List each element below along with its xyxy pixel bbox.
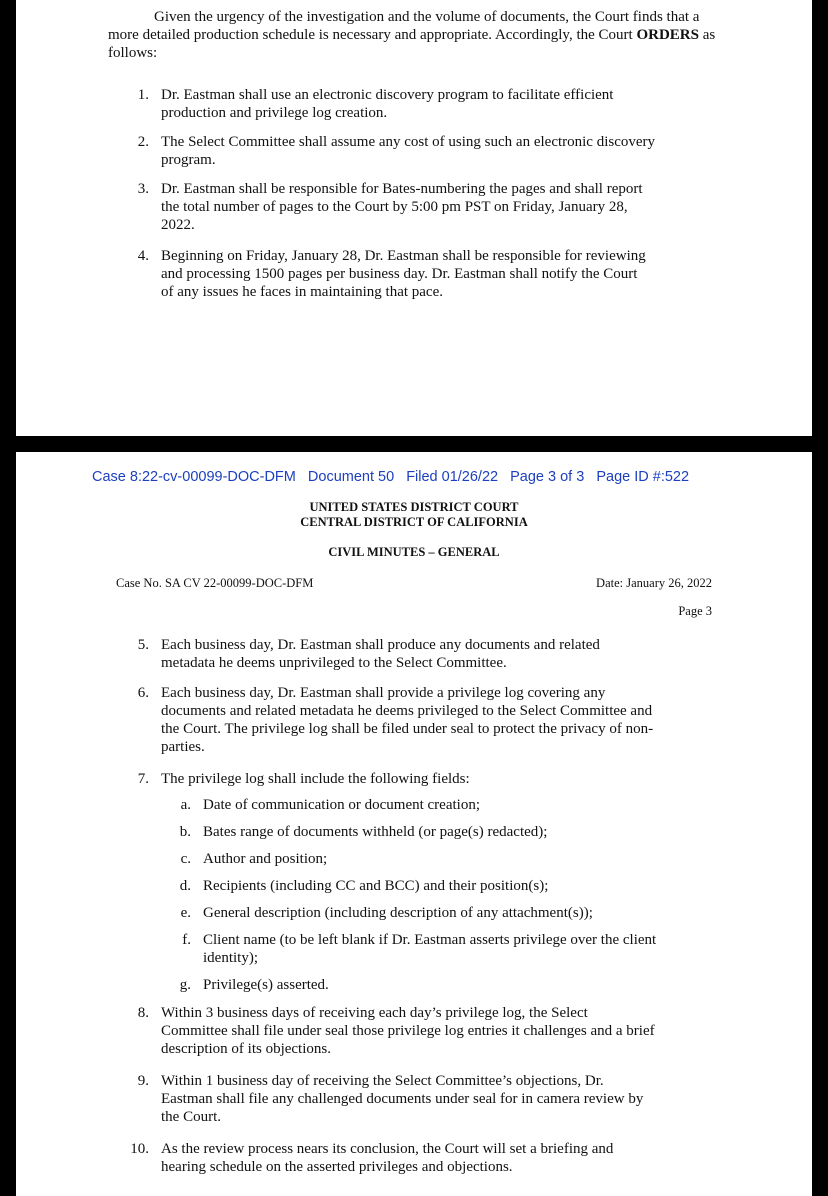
list-number: 4. — [137, 248, 149, 264]
filing-document-number: Document 50 — [307, 469, 395, 485]
minutes-title: CIVIL MINUTES – GENERAL — [328, 545, 500, 559]
intro-text-end: as follows: — [108, 27, 716, 61]
intro-text: Given the urgency of the investigation and the volume of documents, the Court finds that a more detailed production schedule is necessary and appropriate. Accordingly, the Court — [108, 9, 700, 43]
minutes-date: Date: January 26, 2022 — [596, 576, 712, 590]
page-number: Page 3 — [678, 604, 712, 618]
list-number: 2. — [137, 134, 149, 150]
intro-paragraph — [108, 8, 728, 62]
case-number: Case No. SA CV 22-00099-DOC-DFM — [116, 576, 314, 590]
list-number: 6. — [137, 685, 149, 701]
document-page-top: Given the urgency of the investigation and the volume of documents, the Court finds that a more detailed production schedule is necessary and appropriate. Accordingly, the Court ORDERS as follows: 1. Dr. Eastman shall use an electronic discovery program to facilitate efficient production and privilege log creation. 2. The Select Committee shall assume any cost of using such an electronic discovery program. 3. Dr. Eastman shall be responsible for Bates-numbering the pages and shall report the total number of pages to the Court by 5:00 pm PST on Friday, January 28, 2022. 4. Beginning on Friday, January 28, Dr. Eastman shall be responsible for reviewing and processing 1500 pages per business day. Dr. Eastman shall notify the Court of any issues he faces in maintaining that pace. — [16, 0, 812, 436]
list-number: 3. — [137, 181, 149, 197]
court-name: UNITED STATES DISTRICT COURT CENTRAL DISTRICT OF CALIFORNIA — [300, 500, 528, 529]
list-number: 8. — [137, 1005, 149, 1021]
list-number: 9. — [137, 1073, 149, 1089]
filing-page-id: Page ID #:522 — [596, 469, 690, 485]
filing-header — [92, 469, 697, 485]
intro-bold-orders: ORDERS — [636, 27, 699, 43]
document-page-bottom: Case 8:22-cv-00099-DOC-DFM Document 50 Filed 01/26/22 Page 3 of 3 Page ID #:522 UNITED STATES DISTRICT COURT CENTRAL DISTRICT OF CALIFORNIA CIVIL MINUTES – GENERAL Case No. SA CV 22-00099-DOC-DFM Date: January 26, 2022 Page 3 5. Each business day, Dr. Eastman shall produce any documents and related metadata he deems unprivileged to the Select Committee. 6. Each business day, Dr. Eastman shall provide a privilege log covering any documents and related metadata he deems privileged to the Select Committee and the Court. The privilege log shall be filed under seal to protect the privacy of non- parties. 7. The privilege log shall include the following fields: a. Date of communication or document creation; b. Bates range of documents withheld (or page(s) redacted); c. Author and position; d. Recipients (including CC and BCC) and their position(s); e. General description (including description of any attachment(s)); f. Client name (to be left blank if Dr. Eastman asserts privilege over the client identity); g. Privilege(s) asserted. 8. Within 3 business days of receiving each day’s privilege log, the Select Committee shall file under seal those privilege log entries it challenges and a brief description of its objections. 9. Within 1 business day of receiving the Select Committee’s objections, Dr. Eastman shall file any challenged documents under seal for in camera review by the Court. 10. As the review process nears its conclusion, the Court will set a briefing and hearing schedule on the asserted privileges and objections. — [16, 452, 812, 1196]
list-number: 1. — [137, 87, 149, 103]
list-number: 5. — [137, 637, 149, 653]
list-number: 10. — [130, 1141, 149, 1157]
filing-case-number: Case 8:22-cv-00099-DOC-DFM — [92, 469, 296, 485]
list-number: 7. — [137, 771, 149, 787]
filing-date: Filed 01/26/22 — [406, 469, 499, 485]
filing-page-count: Page 3 of 3 — [510, 469, 585, 485]
